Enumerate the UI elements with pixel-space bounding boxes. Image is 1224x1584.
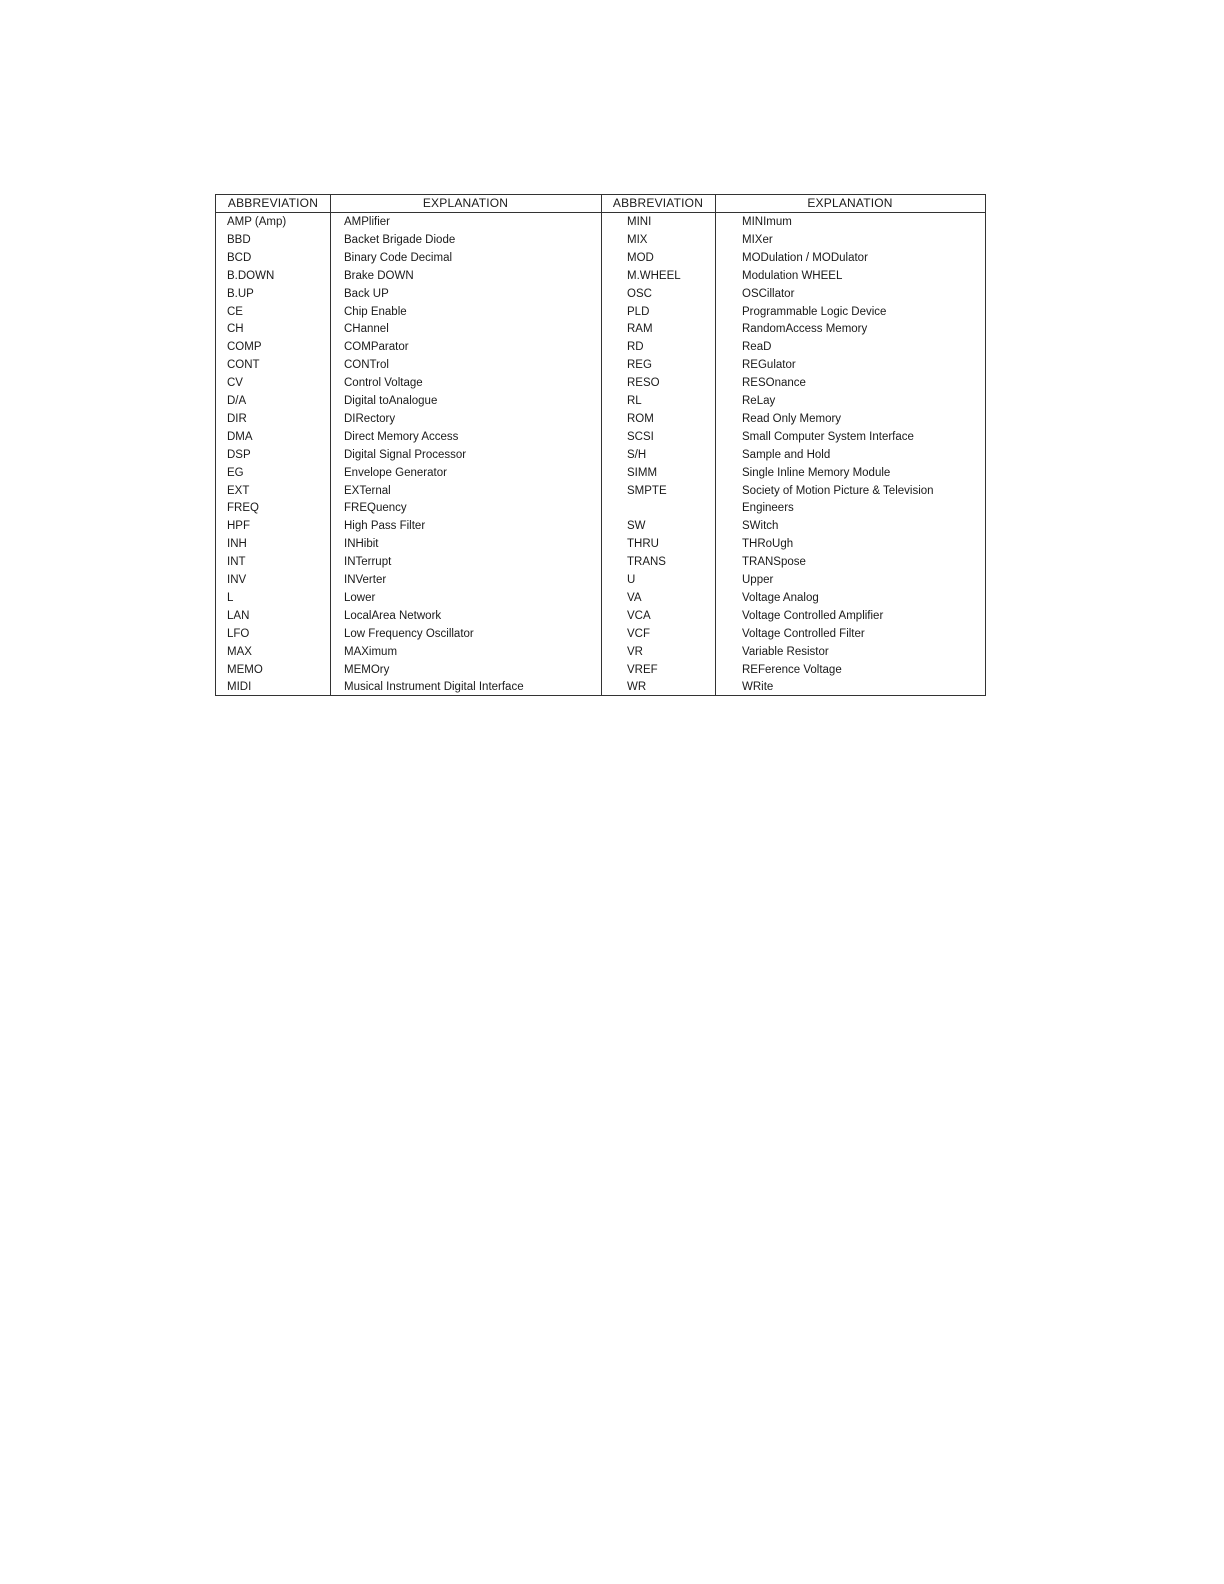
table-row	[216, 500, 985, 518]
abbreviation-left-cell: INH	[227, 538, 247, 551]
explanation-left-cell: MAXimum	[344, 645, 398, 658]
table-row	[216, 232, 985, 250]
explanation-right-cell: MIXer	[742, 233, 773, 246]
header-divider	[216, 212, 985, 213]
abbreviation-left-cell: MEMO	[227, 663, 263, 676]
explanation-right-cell: THRoUgh	[742, 538, 794, 551]
explanation-left-cell: INTerrupt	[344, 556, 392, 569]
table-row	[216, 268, 985, 286]
abbreviation-left-cell: AMP (Amp)	[227, 216, 287, 228]
table-row	[216, 679, 985, 697]
table-row	[216, 411, 985, 429]
abbreviation-left-cell: CV	[227, 377, 243, 390]
abbreviation-right-cell: OSC	[627, 287, 652, 300]
explanation-left-cell: Control Voltage	[344, 377, 423, 390]
abbreviation-right-cell: SW	[627, 520, 646, 533]
abbreviation-right-cell: RL	[627, 395, 642, 407]
table-row	[216, 626, 985, 644]
explanation-right-cell: Society of Motion Picture & Television	[742, 484, 934, 497]
explanation-left-cell: High Pass Filter	[344, 520, 426, 533]
explanation-left-cell: Backet Brigade Diode	[344, 233, 456, 246]
explanation-right-cell: ReLay	[742, 395, 776, 407]
explanation-left-cell: CONTrol	[344, 359, 389, 372]
abbreviation-right-cell: ROM	[627, 412, 654, 425]
header-abbreviation-left: ABBREVIATION	[227, 196, 319, 210]
explanation-right-cell: MODulation / MODulator	[742, 251, 868, 264]
explanation-right-cell: RESOnance	[742, 377, 806, 390]
header-abbreviation-right: ABBREVIATION	[612, 196, 704, 210]
explanation-left-cell: FREQuency	[344, 502, 407, 515]
abbreviation-right-cell: VR	[627, 645, 643, 658]
table-row	[216, 250, 985, 268]
table-row	[216, 214, 985, 232]
explanation-left-cell: Back UP	[344, 287, 389, 300]
abbreviation-left-cell: D/A	[227, 395, 247, 407]
explanation-right-cell: Upper	[742, 574, 774, 586]
abbreviation-right-cell: SMPTE	[627, 484, 667, 497]
table-row	[216, 518, 985, 536]
explanation-left-cell: INHibit	[344, 538, 379, 551]
explanation-right-cell: Small Computer System Interface	[742, 430, 914, 443]
abbreviation-left-cell: BCD	[227, 251, 252, 264]
explanation-right-cell: REFerence Voltage	[742, 663, 842, 676]
abbreviation-right-cell: PLD	[627, 305, 650, 318]
abbreviation-right-cell: RAM	[627, 323, 653, 336]
table-row	[216, 304, 985, 322]
explanation-right-cell: Variable Resistor	[742, 645, 829, 658]
table-row	[216, 644, 985, 662]
table-row	[216, 608, 985, 626]
explanation-right-cell: Read Only Memory	[742, 412, 842, 425]
abbreviation-left-cell: INT	[227, 556, 246, 569]
table-row	[216, 483, 985, 501]
abbreviation-right-cell: S/H	[627, 448, 647, 461]
abbreviation-right-cell: VCF	[627, 627, 650, 640]
table-row	[216, 536, 985, 554]
abbreviation-left-cell: B.UP	[227, 287, 254, 300]
table-row	[216, 447, 985, 465]
abbreviation-left-cell: B.DOWN	[227, 269, 275, 282]
abbreviation-left-cell: MAX	[227, 645, 252, 658]
explanation-right-cell: OSCillator	[742, 287, 795, 300]
explanation-left-cell: Lower	[344, 591, 376, 604]
abbreviation-left-cell: FREQ	[227, 502, 259, 515]
abbreviation-right-cell: MOD	[627, 251, 654, 264]
abbreviation-left-cell: DMA	[227, 430, 253, 443]
explanation-right-cell: Engineers	[742, 502, 794, 515]
abbreviation-left-cell: CONT	[227, 359, 260, 372]
header-explanation-left: EXPLANATION	[422, 196, 509, 210]
table-row	[216, 465, 985, 483]
abbreviation-table	[215, 194, 986, 696]
abbreviation-left-cell: CE	[227, 305, 243, 318]
explanation-right-cell: SWitch	[742, 520, 779, 533]
abbreviation-left-cell: COMP	[227, 341, 262, 354]
abbreviation-right-cell: RESO	[627, 377, 660, 390]
abbreviation-right-cell: MINI	[627, 216, 652, 228]
explanation-left-cell: Chip Enable	[344, 305, 407, 318]
table-row	[216, 321, 985, 339]
abbreviation-right-cell: WR	[627, 681, 647, 694]
abbreviation-right-cell: TRANS	[627, 556, 666, 569]
abbreviation-left-cell: DSP	[227, 448, 251, 461]
table-row	[216, 357, 985, 375]
abbreviation-right-cell: U	[627, 574, 636, 586]
explanation-left-cell: Digital toAnalogue	[344, 395, 438, 407]
abbreviation-right-cell: SCSI	[627, 430, 654, 443]
explanation-left-cell: Direct Memory Access	[344, 430, 459, 443]
abbreviation-left-cell: INV	[227, 574, 247, 586]
explanation-left-cell: Envelope Generator	[344, 466, 447, 479]
abbreviation-right-cell: REG	[627, 359, 652, 372]
abbreviation-right-cell: THRU	[627, 538, 659, 551]
explanation-right-cell: Programmable Logic Device	[742, 305, 887, 318]
explanation-left-cell: LocalArea Network	[344, 609, 442, 622]
explanation-left-cell: MEMOry	[344, 663, 390, 676]
table-row	[216, 590, 985, 608]
abbreviation-left-cell: CH	[227, 323, 244, 336]
explanation-left-cell: CHannel	[344, 323, 389, 336]
table-row	[216, 393, 985, 411]
explanation-right-cell: Voltage Analog	[742, 591, 819, 604]
explanation-right-cell: Single Inline Memory Module	[742, 466, 891, 479]
abbreviation-right-cell: MIX	[627, 233, 648, 246]
abbreviation-left-cell: LAN	[227, 609, 250, 622]
explanation-right-cell: Sample and Hold	[742, 448, 831, 461]
table-row	[216, 662, 985, 680]
explanation-right-cell: Voltage Controlled Amplifier	[742, 609, 884, 622]
explanation-left-cell: Low Frequency Oscillator	[344, 627, 474, 640]
abbreviation-left-cell: DIR	[227, 412, 247, 425]
abbreviation-left-cell: BBD	[227, 233, 251, 246]
abbreviation-left-cell: L	[227, 591, 234, 604]
table-row	[216, 554, 985, 572]
table-row	[216, 286, 985, 304]
explanation-left-cell: COMParator	[344, 341, 409, 354]
explanation-right-cell: RandomAccess Memory	[742, 323, 868, 336]
explanation-left-cell: Musical Instrument Digital Interface	[344, 681, 524, 694]
explanation-left-cell: AMPlifier	[344, 216, 391, 228]
explanation-right-cell: Voltage Controlled Filter	[742, 627, 865, 640]
table-row	[216, 572, 985, 590]
abbreviation-right-cell: VA	[627, 591, 642, 604]
abbreviation-right-cell: VREF	[627, 663, 658, 676]
abbreviation-left-cell: HPF	[227, 520, 250, 533]
header-explanation-right: EXPLANATION	[807, 196, 893, 210]
explanation-right-cell: WRite	[742, 681, 774, 694]
abbreviation-right-cell: VCA	[627, 609, 651, 622]
table-row	[216, 339, 985, 357]
explanation-left-cell: Digital Signal Processor	[344, 448, 467, 461]
explanation-right-cell: TRANSpose	[742, 556, 806, 569]
abbreviation-left-cell: EG	[227, 466, 244, 479]
abbreviation-right-cell: SIMM	[627, 466, 658, 479]
abbreviation-left-cell: EXT	[227, 484, 250, 497]
explanation-left-cell: INVerter	[344, 574, 387, 586]
abbreviation-left-cell: LFO	[227, 627, 250, 640]
explanation-right-cell: Modulation WHEEL	[742, 269, 843, 282]
explanation-left-cell: DIRectory	[344, 412, 396, 425]
explanation-right-cell: ReaD	[742, 341, 772, 354]
abbreviation-right-cell: M.WHEEL	[627, 269, 681, 282]
abbreviation-left-cell: MIDI	[227, 681, 252, 694]
explanation-right-cell: REGulator	[742, 359, 796, 372]
abbreviation-right-cell: RD	[627, 341, 644, 354]
explanation-right-cell: MINImum	[742, 216, 792, 228]
explanation-left-cell: EXTernal	[344, 484, 391, 497]
table-row	[216, 375, 985, 393]
explanation-left-cell: Brake DOWN	[344, 269, 414, 282]
explanation-left-cell: Binary Code Decimal	[344, 251, 453, 264]
table-row	[216, 429, 985, 447]
